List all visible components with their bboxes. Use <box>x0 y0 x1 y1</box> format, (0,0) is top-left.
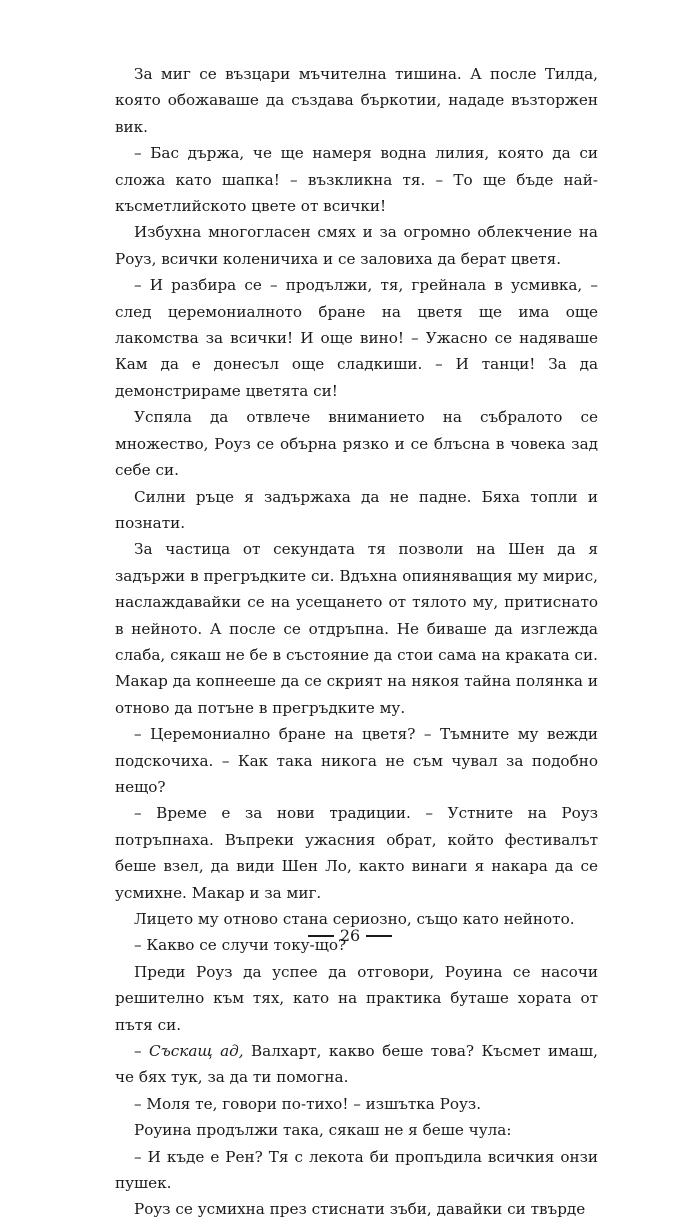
paragraph-8: – Церемониално бране на цветя? – Тъмните му вежди подскочиха. – Как така никога не съм чувал за подобно нещо? <box>115 725 598 796</box>
page-number: 26 <box>339 926 361 945</box>
italic-phrase: Съскащ ад, <box>149 1042 244 1061</box>
body-text <box>115 61 598 1223</box>
paragraph-3: Избухна многогласен смях и за огромно облекчение на Роуз, всички коленичиха и се заловиха да берат цветя. <box>115 223 598 268</box>
paragraph-1: За миг се възцари мъчителна тишина. А после Тилда, която обожаваше да създава бъркотии, нададе възторжен вик. <box>115 65 598 136</box>
paragraph-10: Лицето му отново стана сериозно, също като нейното. <box>134 910 575 928</box>
folio-dash-right <box>366 935 392 937</box>
page-number-footer <box>0 926 700 945</box>
paragraph-9: – Време е за нови традиции. – Устните на Роуз потръпнаха. Въпреки ужасния обрат, който фестивалът беше взел, да види Шен Ло, както винаги я накара да се усмихне. Макар и за миг. <box>115 804 598 902</box>
paragraph-14: – Моля те, говори по-тихо! – изшътка Роуз. <box>134 1094 482 1113</box>
paragraph-16: – И къде е Рен? Тя с лекота би пропъдила всичкия онзи пушек. <box>115 1147 598 1193</box>
paragraph-6: Силни ръце я задържаха да не падне. Бяха топли и познати. <box>115 487 598 532</box>
paragraph-11: – Какво се случи току-що? <box>134 936 347 955</box>
paragraph-4: – И разбира се – продължи, тя, грейнала в усмивка, – след церемониалното бране на цветя ще има още лакомства за всички! И още вино! – Ужасно се надяваше Кам да е донесъл още сладкиши. – И танци! За да демонстрираме цветята си! <box>115 276 598 400</box>
paragraph-15: Роуина продължи така, сякаш не я беше чула: <box>134 1121 512 1140</box>
paragraph-7: За частица от секундата тя позволи на Шен да я задържи в прегръдките си. Вдъхна опияняващия му мирис, наслаждавайки се на усещането от тялото му, притиснато в нейното. А после се отдръпна. Не биваше да изглежда слаба, сякаш не бе в състояние да стои сама на краката си. Макар да копнееше да се скрият на някоя тайна полянка и отново да потъне в прегръдките му. <box>115 540 598 717</box>
paragraph-13: – Съскащ ад, Валхарт, какво беше това? Късмет имаш, че бях тук, за да ти помогна. <box>115 1042 598 1087</box>
paragraph-12: Преди Роуз да успее да отговори, Роуина се насочи решително към тях, като на практика буташе хората от пътя си. <box>115 962 598 1034</box>
paragraph-2: – Бас държа, че ще намеря водна лилия, която да си сложа като шапка! – възкликна тя. – То ще бъде най-късметлийското цвете от всички! <box>115 144 598 216</box>
paragraph-5: Успяла да отвлече вниманието на събралото се множество, Роуз се обърна рязко и се блъсна в човека зад себе си. <box>115 408 598 480</box>
folio-dash-left <box>308 935 334 937</box>
paragraph-17: Роуз се усмихна през стиснати зъби, давайки си твърде <box>134 1200 586 1219</box>
